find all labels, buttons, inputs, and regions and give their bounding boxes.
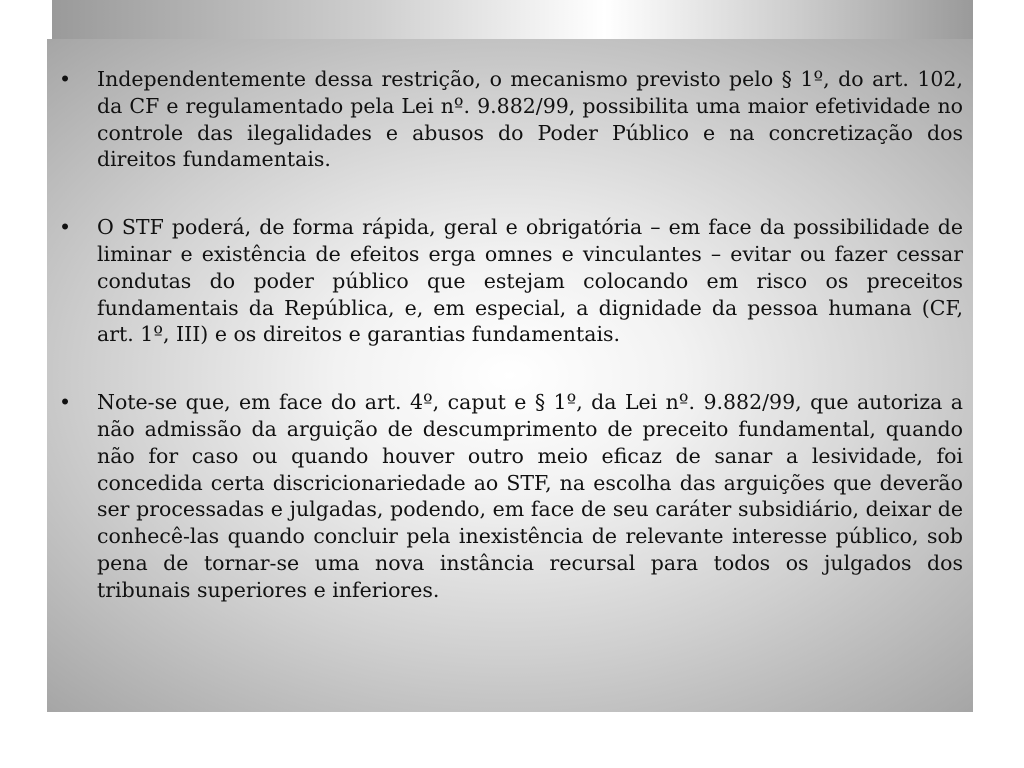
- bullet-icon: •: [59, 390, 72, 415]
- bullet-item: [57, 214, 963, 348]
- bullet-item: [57, 66, 963, 173]
- bullet-item: [57, 389, 963, 603]
- header-gradient-band: [52, 0, 973, 39]
- bullet-text: Note-se que, em face do art. 4º, caput e § 1º, da Lei nº. 9.882/99, que autoriza a não admissão da arguição de descumprimento de preceito fundamental, quando não for caso ou quando houver outro meio eficaz de sanar a lesividade, foi concedida certa discricionariedade ao STF, na escolha das arguições que deverão ser processadas e julgadas, podendo, em face de seu caráter subsidiário, deixar de conhecê-las quando concluir pela inexistência de relevante interesse público, sob pena de tornar-se uma nova instância recursal para todos os julgados dos tribunais superiores e inferiores.: [97, 390, 963, 602]
- bullet-icon: •: [59, 67, 72, 91]
- bullet-text: O STF poderá, de forma rápida, geral e obrigatória – em face da possibilidade de liminar e existência de efeitos erga omnes e vinculantes – evitar ou fazer cessar condutas do poder público que estejam colocando em risco os preceitos fundamentais da República, e, em especial, a dignidade da pessoa humana (CF, art. 1º, III) e os direitos e garantias fundamentais.: [97, 215, 963, 347]
- bullet-list: [57, 66, 963, 604]
- bullet-text: Independentemente dessa restrição, o mecanismo previsto pelo § 1º, do art. 102, da CF e regulamentado pela Lei nº. 9.882/99, possibilita uma maior efetividade no controle das ilegalidades e abusos do Poder Público e na concretização dos direitos fundamentais.: [97, 67, 963, 172]
- slide-body: [57, 66, 963, 604]
- bullet-icon: •: [59, 215, 72, 240]
